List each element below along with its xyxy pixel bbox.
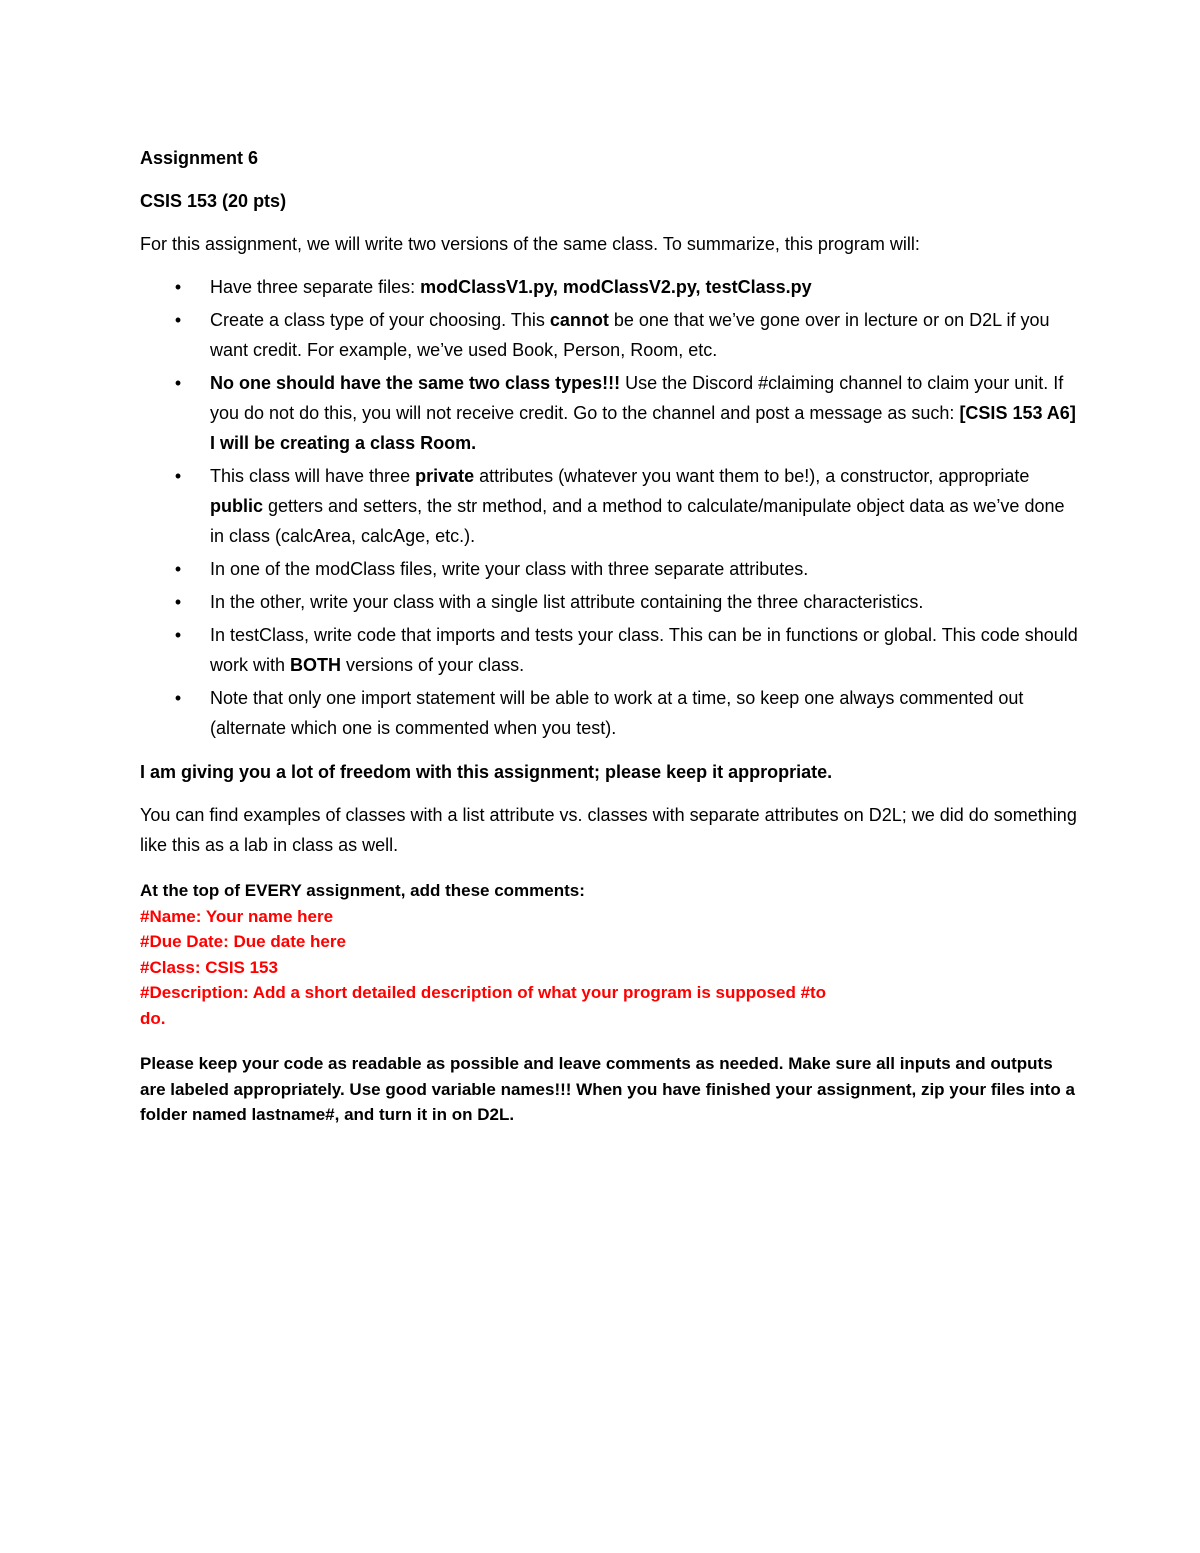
document-body bbox=[140, 143, 1080, 1128]
assignment-title: Assignment 6 bbox=[140, 148, 259, 168]
bullet-icon: • bbox=[174, 625, 182, 645]
bullet-icon: • bbox=[174, 559, 182, 579]
freedom-note: I am giving you a lot of freedom with this assignment; please keep it appropriate. bbox=[140, 762, 833, 782]
bullet-icon: • bbox=[174, 592, 182, 612]
comment-description: #Description: Add a short detailed description of what your program is supposed #to do. bbox=[140, 983, 827, 1028]
list-item: • In the other, write your class with a single list attribute containing the three characteristics. bbox=[140, 587, 1080, 617]
list-item: • Have three separate files: modClassV1.py, modClassV2.py, testClass.py bbox=[140, 272, 1080, 302]
comment-due-date: #Due Date: Due date here bbox=[140, 932, 346, 951]
course-label: CSIS 153 (20 pts) bbox=[140, 191, 287, 211]
bullet-icon: • bbox=[174, 310, 182, 330]
intro-paragraph: For this assignment, we will write two versions of the same class. To summarize, this program will: bbox=[140, 234, 920, 254]
comment-name: #Name: Your name here bbox=[140, 906, 334, 926]
list-item: • No one should have the same two class types!!! Use the Discord #claiming channel to claim your unit. If you do not do this, you will not receive credit. Go to the channel and post a message as such: [CSIS 153 A6] I will be creating a class Room. bbox=[140, 368, 1080, 458]
comments-heading: At the top of EVERY assignment, add these comments: bbox=[140, 881, 585, 900]
list-item: • This class will have three private attributes (whatever you want them to be!), a constructor, appropriate public getters and setters, the str method, and a method to calculate/manipulate object data as we’ve done in class (calcArea, calcAge, etc.). bbox=[140, 461, 1080, 551]
list-item: • Note that only one import statement will be able to work at a time, so keep one always commented out (alternate which one is commented when you test). bbox=[140, 683, 1080, 743]
header-comments-block bbox=[140, 878, 1080, 1031]
comment-class: #Class: CSIS 153 bbox=[140, 957, 278, 977]
examples-paragraph: You can find examples of classes with a list attribute vs. classes with separate attributes on D2L; we did do something like this as a lab in class as well. bbox=[140, 805, 1077, 855]
closing-paragraph: Please keep your code as readable as possible and leave comments as needed. Make sure all inputs and outputs are labeled appropriately. Use good variable names!!! When you have finished your assignment, zip your files into a folder named lastname#, and turn it in on D2L. bbox=[140, 1054, 1075, 1124]
requirements-list bbox=[140, 272, 1080, 743]
bullet-icon: • bbox=[174, 277, 182, 297]
bullet-icon: • bbox=[174, 466, 182, 486]
list-item: • Create a class type of your choosing. This cannot be one that we’ve gone over in lecture or on D2L if you want credit. For example, we’ve used Book, Person, Room, etc. bbox=[140, 305, 1080, 365]
bullet-icon: • bbox=[174, 373, 182, 393]
list-item: • In one of the modClass files, write your class with three separate attributes. bbox=[140, 554, 1080, 584]
bullet-icon: • bbox=[174, 688, 182, 708]
list-item: • In testClass, write code that imports and tests your class. This can be in functions or global. This code should work with BOTH versions of your class. bbox=[140, 620, 1080, 680]
